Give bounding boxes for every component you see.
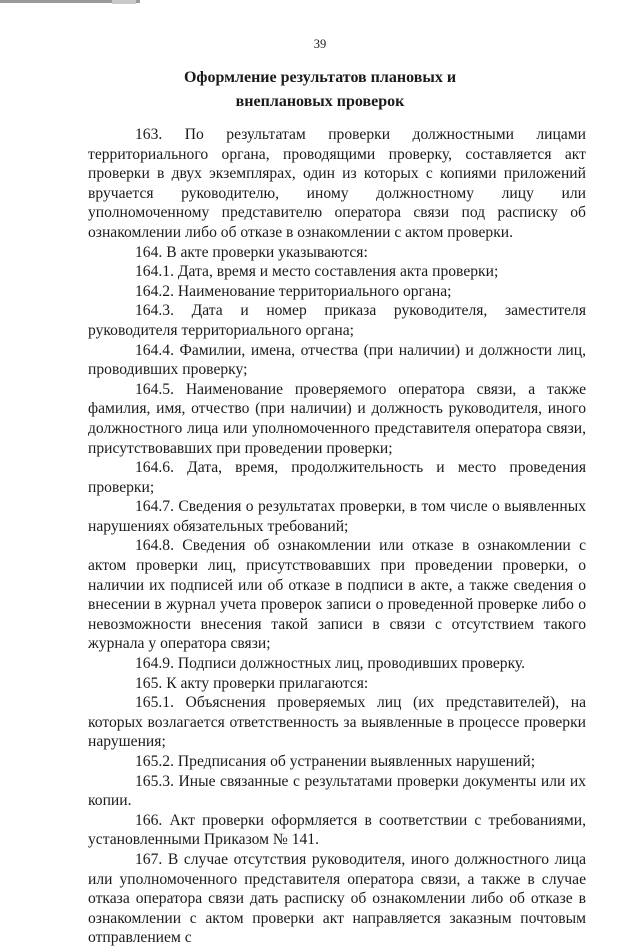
- paragraph-165-3: 165.3. Иные связанные с результатами проверки документы или их копии.: [88, 772, 586, 810]
- document-body: [88, 125, 586, 948]
- paragraph-167: 167. В случае отсутствия руководителя, иного должностного лица или уполномоченного представителя оператора связи, а также в случае отказа оператора связи дать расписку об ознакомлении либо об отказе в ознакомлении с актом проверки акт направляется заказным почтовым отправлением с: [88, 850, 586, 947]
- section-heading-line-2: внеплановых проверок: [235, 93, 405, 110]
- section-heading-line-1: Оформление результатов плановых и: [183, 69, 457, 86]
- paragraph-163: 163. По результатам проверки должностными лицами территориального органа, проводящими проверку, составляется акт проверки в двух экземплярах, один из которых с копиями приложений вручается руководителю, иному должностному лицу или уполномоченному представителю оператора связи под расписку об ознакомлении либо об отказе в ознакомлении с актом проверки.: [88, 126, 586, 241]
- paragraph-164-2: 164.2. Наименование территориального органа;: [135, 282, 452, 300]
- paragraph-165: 165. К акту проверки прилагаются:: [135, 674, 369, 692]
- paragraph-164: 164. В акте проверки указываются:: [135, 243, 368, 261]
- paragraph-164-7: 164.7. Сведения о результатах проверки, в том числе о выявленных нарушениях обязательных требований;: [88, 498, 586, 535]
- scan-edge-mark-2: [112, 0, 136, 4]
- paragraph-164-8: 164.8. Сведения об ознакомлении или отказе в ознакомлении с актом проверки лиц, присутствовавших при проведении проверки, о наличии их подписей или об отказе в подписи в акте, а также сведения о внесении в журнал учета проверок записи о проведенной проверке либо о невозможности внесения такой записи в связи с отсутствием такого журнала у оператора связи;: [88, 537, 586, 653]
- paragraph-166: 166. Акт проверки оформляется в соответствии с требованиями, установленными Приказом № 141.: [88, 811, 586, 849]
- paragraph-164-9: 164.9. Подписи должностных лиц, проводивших проверку.: [135, 655, 526, 673]
- paragraph-165-1: 165.1. Объяснения проверяемых лиц (их представителей), на которых возлагается ответственность за выявленные в процессе проверки нарушения;: [88, 694, 586, 751]
- section-heading: [120, 66, 520, 114]
- paragraph-164-4: 164.4. Фамилии, имена, отчества (при наличии) и должности лиц, проводивших проверку;: [88, 341, 586, 379]
- paragraph-164-1: 164.1. Дата, время и место составления акта проверки;: [135, 263, 499, 281]
- paragraph-164-5: 164.5. Наименование проверяемого оператора связи, а также фамилия, имя, отчество (при наличии) и должность руководителя, иного должностного лица или уполномоченного представителя оператора связи, присутствовавших при проведении проверки;: [88, 380, 586, 457]
- paragraph-165-2: 165.2. Предписания об устранении выявленных нарушений;: [135, 753, 536, 770]
- page-number: 39: [313, 37, 327, 51]
- paragraph-164-3: 164.3. Дата и номер приказа руководителя, заместителя руководителя территориального органа;: [88, 302, 586, 339]
- paragraph-164-6: 164.6. Дата, время, продолжительность и место проведения проверки;: [88, 459, 586, 496]
